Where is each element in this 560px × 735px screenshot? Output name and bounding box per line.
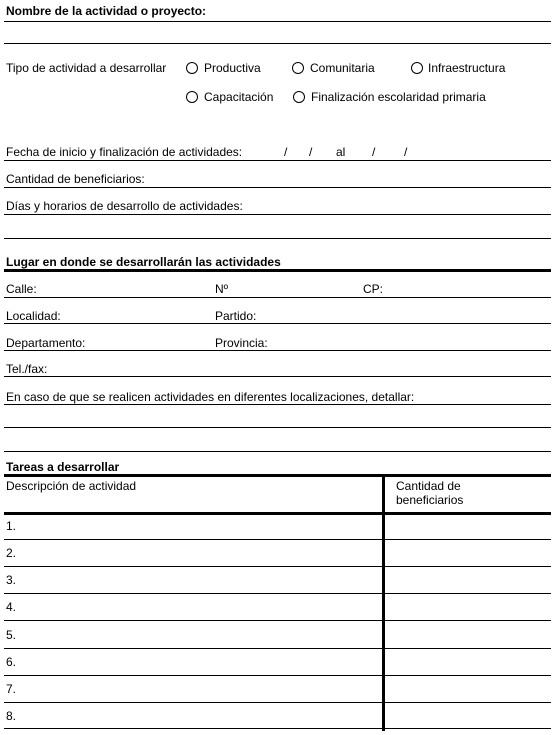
other-locations-line-3[interactable] xyxy=(4,451,551,452)
option-comunitaria-label: Comunitaria xyxy=(310,61,375,75)
radio-capacitacion[interactable] xyxy=(186,91,198,103)
numero-label: Nº xyxy=(215,282,229,296)
radio-finalizacion[interactable] xyxy=(293,91,305,103)
partido-label: Partido: xyxy=(215,309,257,323)
date-slash: / xyxy=(404,145,408,159)
date-slash: / xyxy=(372,145,376,159)
departamento-answer-line[interactable] xyxy=(4,350,551,351)
calle-label: Calle: xyxy=(6,282,37,296)
tel-answer-line[interactable] xyxy=(4,376,551,377)
departamento-label: Departamento: xyxy=(6,336,86,350)
localidad-answer-line[interactable] xyxy=(4,323,551,324)
location-section-title: Lugar en donde se desarrollarán las actividades xyxy=(6,255,281,269)
section-divider xyxy=(4,474,551,477)
table-row-number: 6. xyxy=(6,655,17,669)
option-finalizacion-label: Finalización escolaridad primaria xyxy=(311,90,486,104)
table-row[interactable] xyxy=(4,539,551,540)
table-row-number: 4. xyxy=(6,600,17,614)
radio-productiva[interactable] xyxy=(186,62,198,74)
other-locations-line-1[interactable] xyxy=(4,404,551,405)
col-beneficiaries-header: Cantidad de xyxy=(396,479,461,493)
table-row[interactable] xyxy=(4,648,551,649)
table-row-number: 1. xyxy=(6,519,17,533)
table-row[interactable] xyxy=(4,593,551,594)
schedule-label: Días y horarios de desarrollo de actividades: xyxy=(6,199,243,213)
tel-label: Tel./fax: xyxy=(6,362,48,376)
activity-type-label: Tipo de actividad a desarrollar xyxy=(6,61,167,75)
tasks-section-title: Tareas a desarrollar xyxy=(6,460,120,474)
dates-label: Fecha de inicio y finalización de actividades: xyxy=(6,145,243,159)
col-beneficiaries-header: beneficiarios xyxy=(396,493,464,507)
other-locations-line-2[interactable] xyxy=(4,427,551,428)
section-divider xyxy=(4,269,551,272)
date-slash: / xyxy=(284,145,288,159)
table-row-number: 8. xyxy=(6,709,17,723)
date-al: al xyxy=(336,145,346,159)
beneficiaries-answer-line[interactable] xyxy=(4,187,551,188)
option-capacitacion-label: Capacitación xyxy=(204,90,274,104)
other-locations-label: En caso de que se realicen actividades en diferentes localizaciones, detallar: xyxy=(6,390,415,404)
table-row-number: 2. xyxy=(6,546,17,560)
form-title: Nombre de la actividad o proyecto: xyxy=(6,4,207,18)
table-row[interactable] xyxy=(4,728,551,729)
col-description-header: Descripción de actividad xyxy=(6,479,137,493)
name-answer-line[interactable] xyxy=(4,43,551,44)
dates-answer-line[interactable] xyxy=(4,160,551,161)
date-slash: / xyxy=(309,145,313,159)
localidad-label: Localidad: xyxy=(6,309,61,323)
radio-infraestructura[interactable] xyxy=(411,62,423,74)
table-row[interactable] xyxy=(4,702,551,703)
provincia-label: Provincia: xyxy=(215,336,268,350)
address-answer-line[interactable] xyxy=(4,297,551,298)
divider xyxy=(4,21,551,22)
schedule-extra-line[interactable] xyxy=(4,238,551,239)
cp-label: CP: xyxy=(363,282,384,296)
option-infraestructura-label: Infraestructura xyxy=(428,61,506,75)
table-row[interactable] xyxy=(4,620,551,621)
table-row-number: 5. xyxy=(6,628,17,642)
option-productiva-label: Productiva xyxy=(204,61,261,75)
radio-comunitaria[interactable] xyxy=(292,62,304,74)
table-header-divider xyxy=(4,512,551,515)
table-row-number: 3. xyxy=(6,573,17,587)
beneficiaries-label: Cantidad de beneficiarios: xyxy=(6,172,145,186)
table-row[interactable] xyxy=(4,566,551,567)
table-row[interactable] xyxy=(4,675,551,676)
schedule-answer-line[interactable] xyxy=(4,214,551,215)
table-row-number: 7. xyxy=(6,682,17,696)
